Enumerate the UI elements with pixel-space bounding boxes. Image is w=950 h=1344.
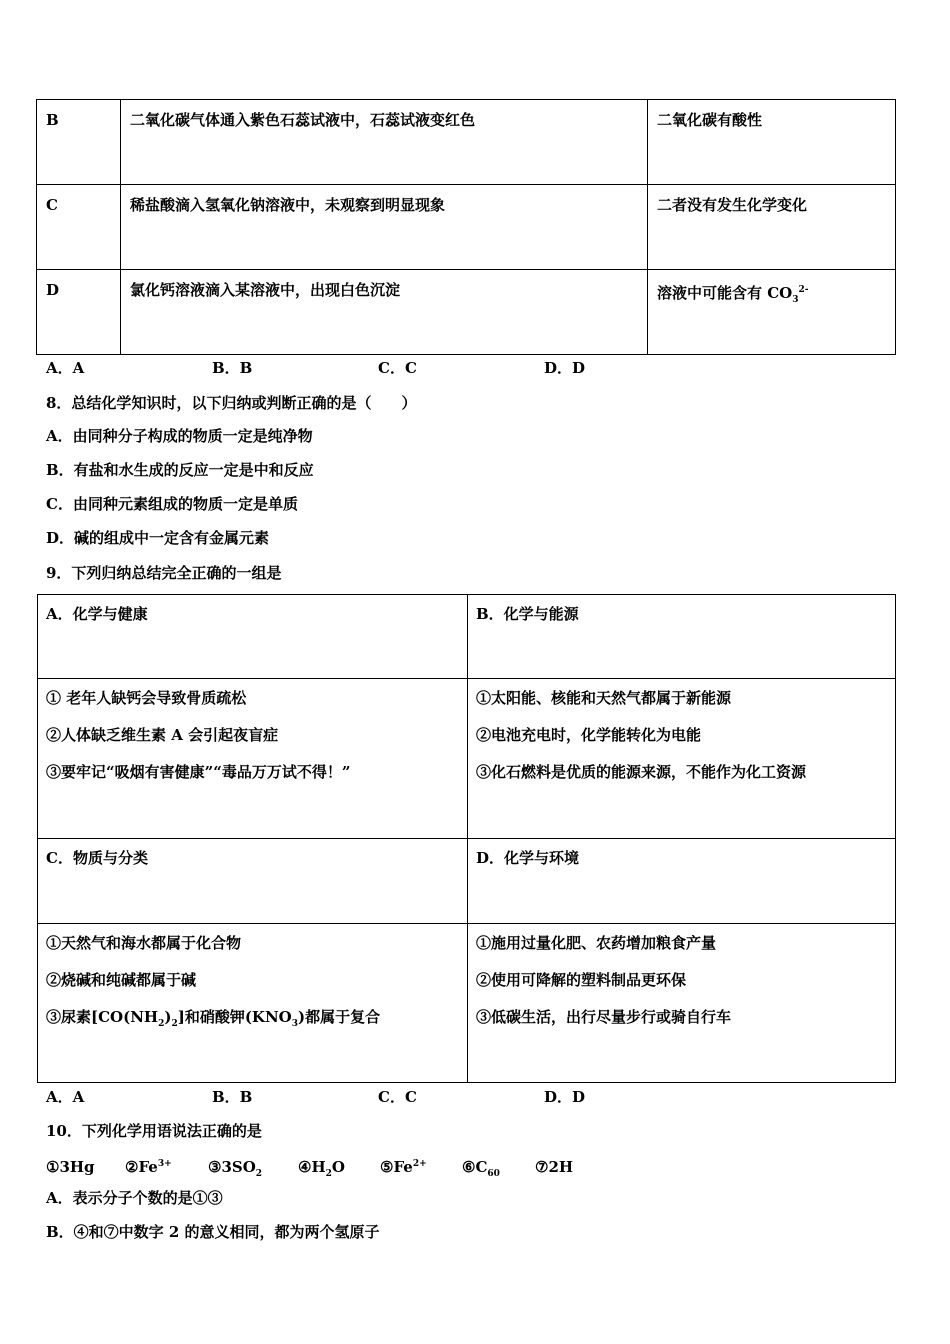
symbol-1: ①3Hg (46, 1158, 95, 1176)
option-c[interactable]: C．C (378, 1088, 417, 1106)
q8-option-b[interactable]: B．有盐和水生成的反应一定是中和反应 (46, 461, 314, 479)
q8-option-d[interactable]: D．碱的组成中一定含有金属元素 (46, 529, 270, 547)
q9-stem: 9．下列归纳总结完全正确的一组是 (46, 564, 282, 582)
list-item: ③低碳生活，出行尽量步行或骑自行车 (476, 1008, 732, 1026)
option-a[interactable]: A．A (46, 1088, 85, 1106)
group-b-title: B．化学与能源 (476, 605, 579, 623)
group-a-title: A．化学与健康 (46, 605, 148, 623)
experiment-table (36, 99, 896, 355)
summary-table (37, 594, 896, 1083)
list-item: ① 老年人缺钙会导致骨质疏松 (46, 689, 247, 707)
list-item: ①天然气和海水都属于化合物 (46, 934, 242, 952)
list-item: ③化石燃料是优质的能源来源，不能作为化工资源 (476, 763, 807, 781)
list-item: ②使用可降解的塑料制品更环保 (476, 971, 687, 989)
q8-option-c[interactable]: C．由同种元素组成的物质一定是单质 (46, 495, 298, 513)
list-item: ③要牢记“吸烟有害健康”“毒品万万试不得！” (46, 763, 351, 781)
q10-stem: 10．下列化学用语说法正确的是 (46, 1122, 262, 1140)
symbol-7: ⑦2H (535, 1158, 574, 1176)
group-d-items (468, 924, 895, 1036)
table-row (37, 185, 896, 270)
option-b[interactable]: B．B (212, 359, 253, 377)
q10-symbols (46, 1154, 573, 1184)
option-d[interactable]: D．D (544, 359, 586, 377)
option-a[interactable]: A．A (46, 359, 85, 377)
q8-stem: 8．总结化学知识时，以下归纳或判断正确的是（ ） (46, 394, 417, 412)
option-c[interactable]: C．C (378, 359, 417, 377)
list-item: ①太阳能、核能和天然气都属于新能源 (476, 689, 732, 707)
conclusion-cell: 溶液中可能含有 $CO_3^{2-}$ (657, 284, 809, 305)
row-label: B (46, 111, 59, 129)
group-c-title: C．物质与分类 (46, 849, 148, 867)
q8-option-a[interactable]: A．由同种分子构成的物质一定是纯净物 (46, 427, 313, 445)
experiment-cell: 二氧化碳气体通入紫色石蕊试液中，石蕊试液变红色 (130, 111, 476, 129)
q9-options (46, 1087, 585, 1107)
symbol-6: $⑥C_{60}$ (462, 1158, 500, 1179)
conclusion-cell: 二者没有发生化学变化 (657, 196, 808, 214)
symbol-5: $⑤Fe^{2+}$ (380, 1158, 427, 1176)
q10-option-b[interactable]: B．④和⑦中数字 2 的意义相同，都为两个氢原子 (46, 1223, 380, 1241)
group-b-items (468, 679, 895, 791)
row-label: C (46, 196, 58, 214)
symbol-3: $③3SO_2$ (208, 1158, 263, 1179)
group-c-items (38, 924, 467, 1043)
list-item: ①施用过量化肥、农药增加粮食产量 (476, 934, 717, 952)
list-item: ③尿素$[CO(NH_2)_2]$和硝酸钾$(KNO_3)$都属于复合 (46, 1008, 381, 1029)
option-b[interactable]: B．B (212, 1088, 253, 1106)
table-row (37, 100, 896, 185)
experiment-cell: 氯化钙溶液滴入某溶液中，出现白色沉淀 (130, 281, 401, 299)
q7-options (46, 358, 585, 378)
group-d-title: D．化学与环境 (476, 849, 580, 867)
conclusion-cell: 二氧化碳有酸性 (657, 111, 763, 129)
option-d[interactable]: D．D (544, 1088, 586, 1106)
list-item: ②电池充电时，化学能转化为电能 (476, 726, 702, 744)
experiment-cell: 稀盐酸滴入氢氧化钠溶液中，未观察到明显现象 (130, 196, 446, 214)
symbol-2: $②Fe^{3+}$ (125, 1158, 172, 1176)
group-a-items (38, 679, 467, 791)
row-label: D (46, 281, 60, 299)
symbol-4: $④H_2O$ (298, 1158, 345, 1179)
q10-option-a[interactable]: A．表示分子个数的是①③ (46, 1189, 223, 1207)
table-row (37, 270, 896, 355)
list-item: ②人体缺乏维生素 A 会引起夜盲症 (46, 726, 279, 744)
list-item: ②烧碱和纯碱都属于碱 (46, 971, 197, 989)
